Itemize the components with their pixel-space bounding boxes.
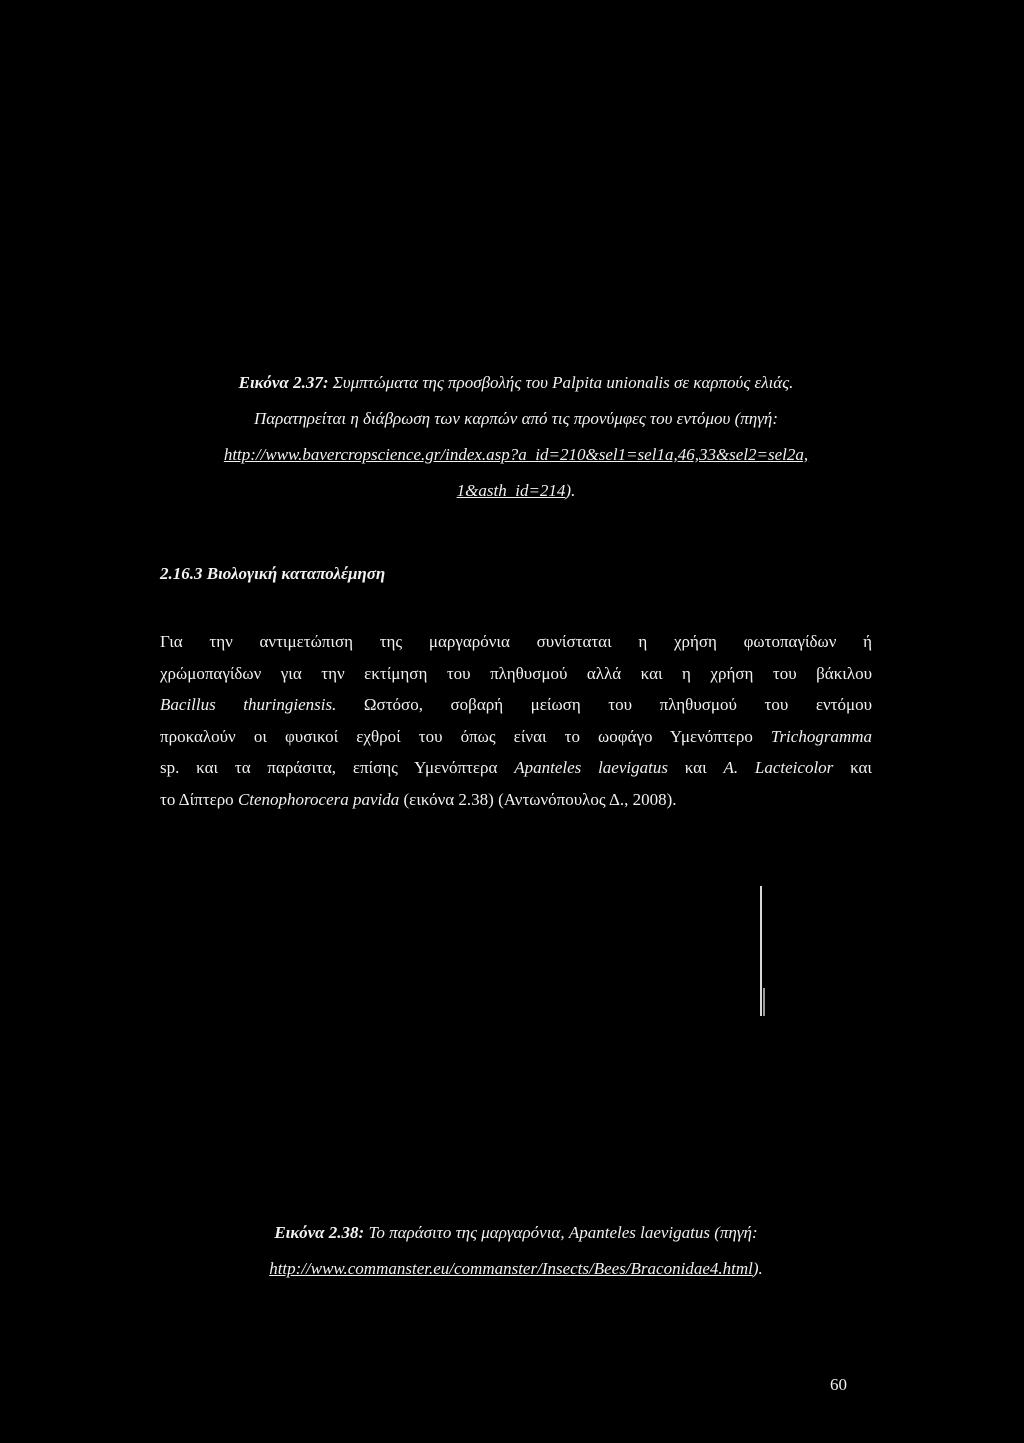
- species-name: Ctenophorocera pavida: [237, 789, 400, 809]
- paragraph-line-5: [160, 752, 872, 784]
- body-paragraph: [160, 626, 872, 816]
- paragraph-line-3: [160, 689, 872, 721]
- caption-line-1: [160, 1215, 872, 1251]
- species-name: Apanteles laevigatus: [514, 758, 668, 778]
- paragraph-text: το Δίπτερο: [160, 789, 238, 809]
- caption-line-2: [160, 1251, 872, 1287]
- caption-label: Εικόνα 2.38:: [274, 1223, 365, 1242]
- figure-caption-2-37: [160, 365, 872, 509]
- source-link[interactable]: http://www.commanster.eu/commanster/Insects/Bees/Braconidae4.html: [269, 1259, 753, 1278]
- paragraph-line-1: Για την αντιμετώπιση της μαργαρόνια συνίσταται η χρήση φωτοπαγίδων ή: [160, 632, 872, 651]
- figure-line: [763, 988, 765, 1016]
- paragraph-text: και: [833, 758, 873, 778]
- source-link[interactable]: http://www.bavercropscience.gr/index.asp?a_id=210&sel1=sel1a,46,33&sel2=sel2a,: [223, 445, 809, 464]
- paragraph-text: προκαλούν οι φυσικοί εχθροί του όπως είναι το ωοφάγο Υμενόπτερο: [160, 726, 771, 746]
- figure-line: [760, 886, 762, 1016]
- caption-close: ).: [752, 1259, 763, 1278]
- caption-text: Συμπτώματα της προσβολής του Palpita unionalis σε καρπούς ελιάς.: [332, 373, 794, 392]
- caption-line-4: [160, 473, 872, 509]
- caption-text: Το παράσιτο της μαργαρόνια, Apanteles laevigatus (πηγή:: [364, 1223, 758, 1242]
- species-name: Bacillus thuringiensis.: [160, 695, 337, 715]
- paragraph-text: sp. και τα παράσιτα, επίσης Υμενόπτερα: [160, 758, 515, 778]
- caption-line-3: [160, 437, 872, 473]
- paragraph-line-2: χρώμοπαγίδων για την εκτίμηση του πληθυσμού αλλά και η χρήση του βάκιλου: [160, 663, 872, 683]
- page-number: 60: [830, 1375, 847, 1394]
- source-link-continued[interactable]: 1&asth_id=214: [456, 481, 566, 500]
- figure-caption-2-38: [160, 1215, 872, 1287]
- caption-close: ).: [565, 481, 576, 500]
- paragraph-text: Ωστόσο, σοβαρή μείωση του πληθυσμού του εντόμου: [336, 695, 873, 715]
- caption-line-2: Παρατηρείται η διάβρωση των καρπών από τις προνύμφες του εντόμου (πηγή:: [253, 409, 778, 428]
- paragraph-text: (εικόνα 2.38) (Αντωνόπουλος Δ., 2008).: [399, 789, 677, 809]
- paragraph-text: και: [667, 758, 724, 778]
- section-heading: 2.16.3 Βιολογική καταπολέμηση: [160, 564, 386, 583]
- figure-image-fragment: [760, 886, 764, 1016]
- species-name: A. Lacteicolor: [723, 758, 834, 778]
- paragraph-line-6: [160, 784, 872, 816]
- paragraph-line-4: [160, 721, 872, 753]
- caption-label: Εικόνα 2.37:: [238, 373, 329, 392]
- species-name: Trichogramma: [770, 726, 872, 746]
- caption-line-1: [160, 365, 872, 401]
